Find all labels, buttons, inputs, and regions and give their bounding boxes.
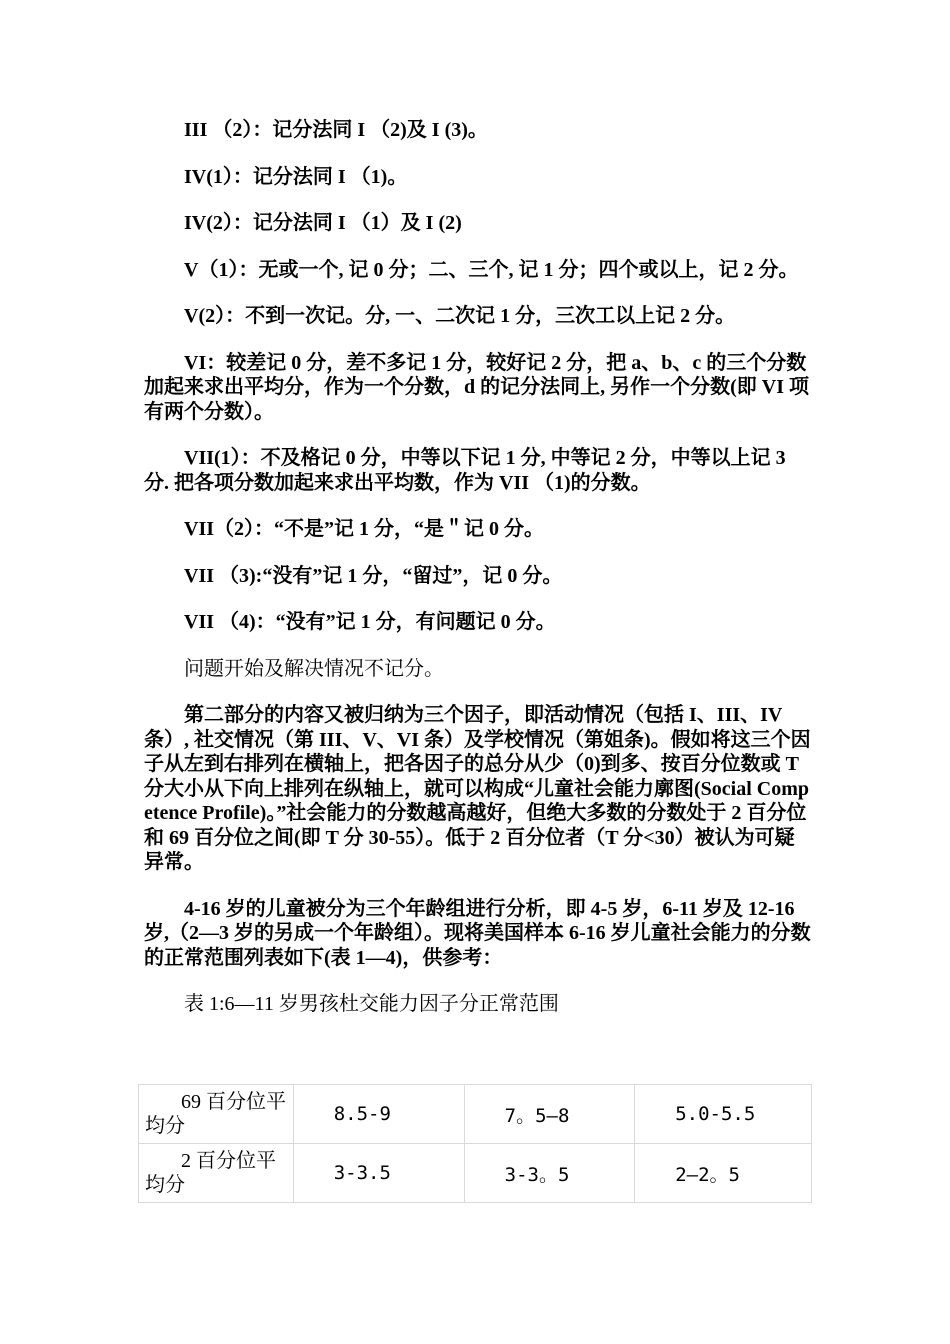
table-cell: 5.0-5.5: [635, 1085, 812, 1144]
table-cell: 8.5-9: [293, 1085, 464, 1144]
table-row: [139, 1144, 812, 1203]
normal-range-table: [138, 1084, 812, 1203]
row-label: 2 百分位平均分: [139, 1144, 294, 1203]
row-label: 69 百分位平均分: [139, 1085, 294, 1144]
paragraph-scoring-vi: VI：较差记 0 分，差不多记 1 分，较好记 2 分，把 a、b、c 的三个分数加起来求出平均分，作为一个分数，d 的记分法同上, 另作一个分数(即 VI 项有两个分数）。: [144, 351, 810, 423]
paragraph-scoring-vii-1: VII(1）：不及格记 0 分，中等以下记 1 分, 中等记 2 分，中等以上记 3 分. 把各项分数加起来求出平均数，作为 VII （1)的分数。: [144, 447, 786, 494]
paragraph-scoring-v-2: V(2）：不到一次记。分, 一、二次记 1 分，三次工以上记 2 分。: [184, 305, 736, 327]
paragraph-scoring-vii-3: VII （3):“没有”记 1 分，“留过”，记 0 分。: [184, 564, 563, 587]
paragraph-scoring-v-1: V（1）：无或一个, 记 0 分；二、三个, 记 1 分；四个或以上，记 2 分。: [184, 258, 799, 281]
table-row: [139, 1085, 812, 1144]
paragraph-problem-note: 问题开始及解决情况不记分。: [184, 657, 444, 680]
paragraph-scoring-iii-2: III （2）：记分法同 I （2)及 I (3)。: [184, 119, 488, 141]
paragraph-scoring-vii-4: VII （4)：“没有”记 1 分，有问题记 0 分。: [184, 611, 556, 633]
table-caption: 表 1:6—11 岁男孩杜交能力因子分正常范围: [184, 993, 559, 1015]
paragraph-factors: 第二部分的内容又被归纳为三个因子，即活动情况（包括 I、III、IV 条）, 社交情况（第 III、V、VI 条）及学校情况（第姐条)。假如将这三个因子从左到右排列在横轴上，把各因子的总分从少（0)到多、按百分位数或 T 分大小从下向上排列在纵轴上，就可以构成“儿童社会能力廓图(Social Competence Profile)。”社会能力的分数越高越好，但绝大多数的分数处于 2 百分位和 69 百分位之间(即 T 分 30-55）。低于 2 百分位者（T 分<30）被认为可疑异常。: [144, 704, 811, 873]
paragraph-age-groups: 4-16 岁的儿童被分为三个年龄组进行分析，即 4-5 岁，6-11 岁及 12-16 岁,（2—3 岁的另成一个年龄组）。现将美国样本 6-16 岁儿童社会能力的分数的正常范围列表如下(表 1—4)，供参考：: [144, 897, 811, 969]
paragraph-scoring-iv-2: IV(2）：记分法同 I （1）及 I (2): [184, 212, 462, 234]
document-body: [144, 118, 814, 1043]
table-cell: 7。5—8: [464, 1085, 635, 1144]
paragraph-scoring-iv-1: IV(1）：记分法同 I （1)。: [184, 165, 408, 188]
table-cell: 2—2。5: [635, 1144, 812, 1203]
paragraph-scoring-vii-2: VII（2）：“不是”记 1 分，“是＂记 0 分。: [184, 518, 545, 540]
table-cell: 3-3.5: [293, 1144, 464, 1203]
table-cell: 3-3。5: [464, 1144, 635, 1203]
